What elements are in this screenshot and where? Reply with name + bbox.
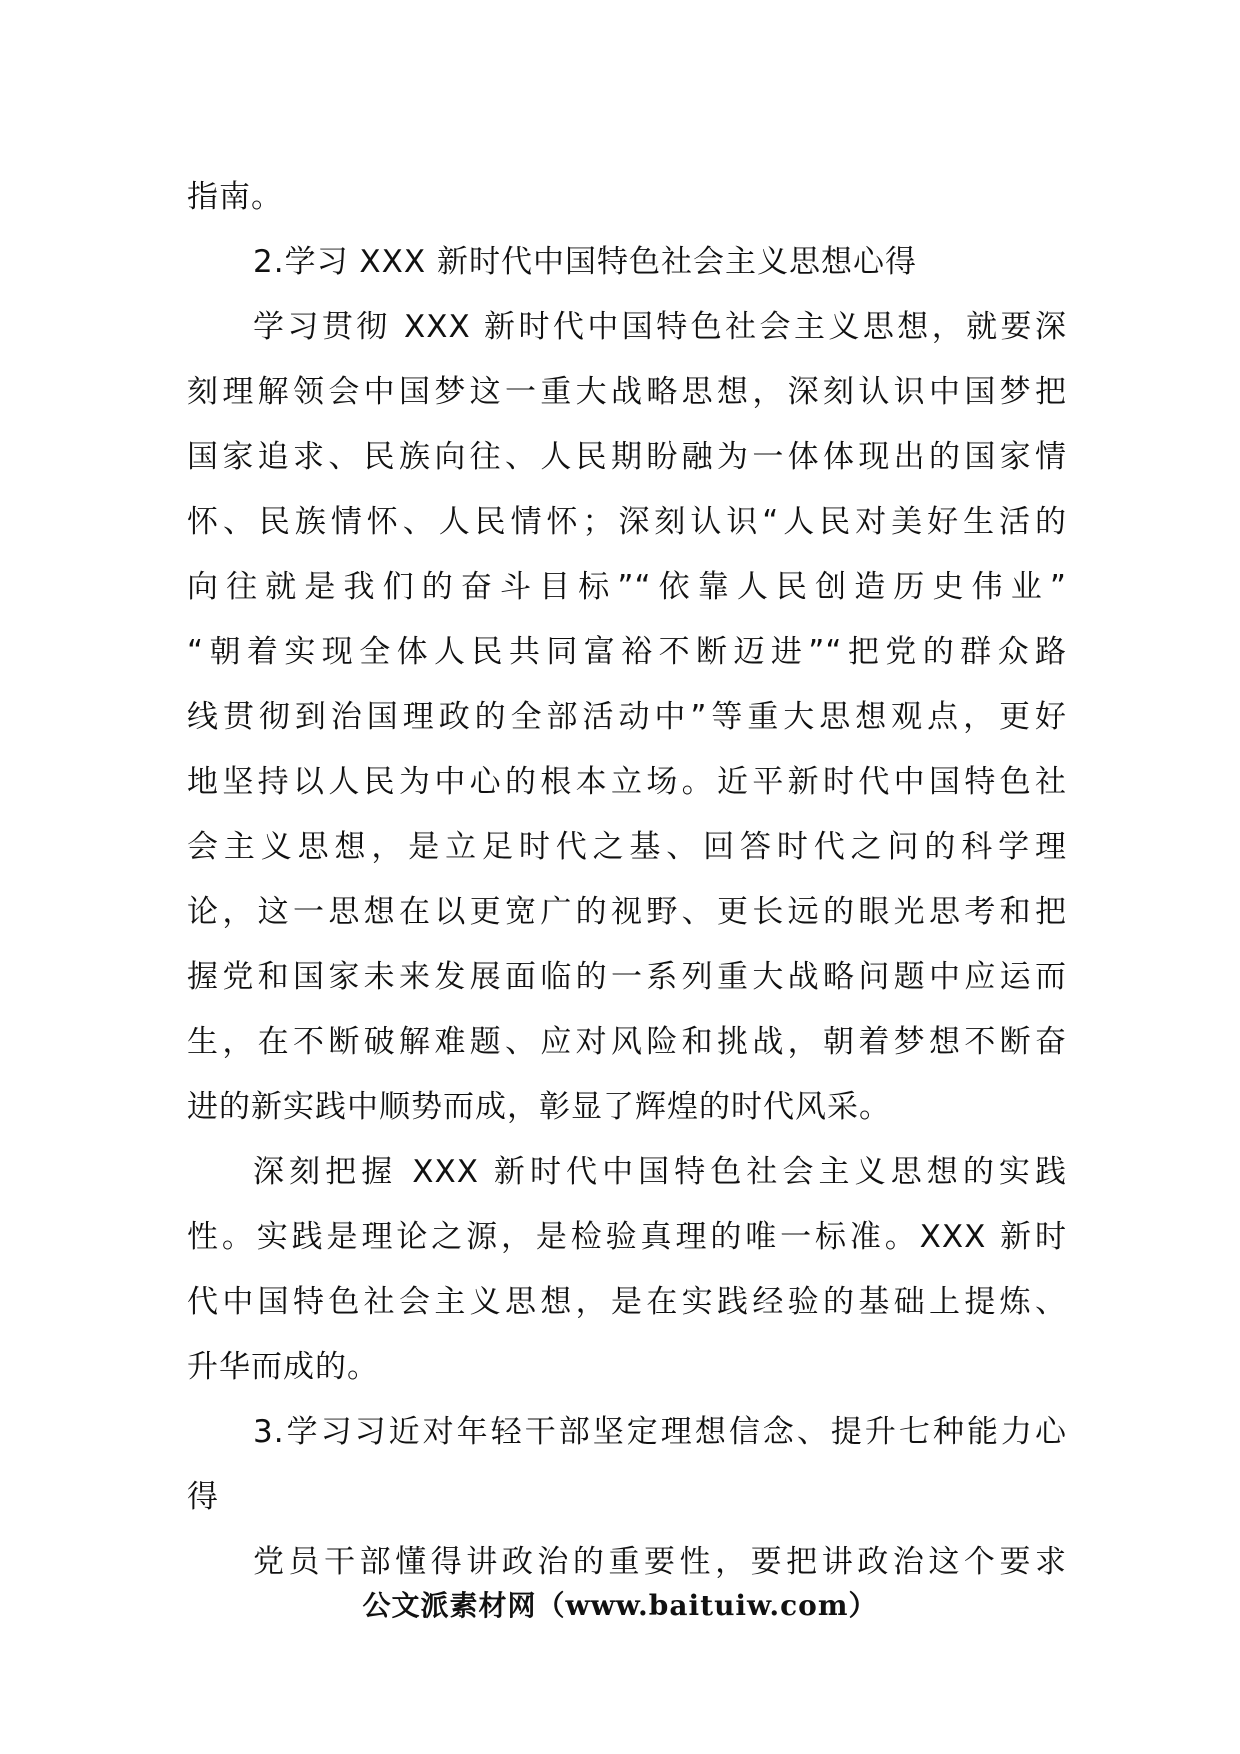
text-line-16: 深刻把握 XXX 新时代中国特色社会主义思想的实践: [253, 1154, 1067, 1190]
text-line-14: 生，在不断破解难题、应对风险和挑战，朝着梦想不断奋: [187, 1024, 1067, 1060]
text-line-11: 会主义思想，是立足时代之基、回答时代之问的科学理: [187, 829, 1067, 865]
document-body: [187, 165, 1067, 1595]
text-line-4: 刻理解领会中国梦这一重大战略思想，深刻认识中国梦把: [187, 374, 1067, 410]
text-line-15: 进的新实践中顺势而成，彰显了辉煌的时代风采。: [187, 1089, 891, 1125]
text-line-22: 党员干部懂得讲政治的重要性，要把讲政治这个要求: [253, 1544, 1067, 1580]
text-line-1: 指南。: [187, 179, 283, 215]
section-heading-3-cont: 得: [187, 1479, 219, 1515]
section-heading-3: 3.学习习近对年轻干部坚定理想信念、提升七种能力心: [253, 1414, 1067, 1450]
footer-watermark: 公文派素材网（www.baituiw.com）: [362, 1589, 878, 1622]
text-line-7: 向往就是我们的奋斗目标”“依靠人民创造历史伟业”: [187, 569, 1067, 605]
text-line-5: 国家追求、民族向往、人民期盼融为一体体现出的国家情: [187, 439, 1067, 475]
text-line-13: 握党和国家未来发展面临的一系列重大战略问题中应运而: [187, 959, 1067, 995]
text-line-8: “朝着实现全体人民共同富裕不断迈进”“把党的群众路: [187, 634, 1067, 670]
text-line-6: 怀、民族情怀、人民情怀；深刻认识“人民对美好生活的: [187, 504, 1067, 540]
section-heading-2: 2.学习 XXX 新时代中国特色社会主义思想心得: [253, 244, 917, 280]
text-line-9: 线贯彻到治国理政的全部活动中”等重大思想观点，更好: [187, 699, 1067, 735]
text-line-10: 地坚持以人民为中心的根本立场。近平新时代中国特色社: [187, 764, 1067, 800]
text-line-3: 学习贯彻 XXX 新时代中国特色社会主义思想，就要深: [253, 309, 1067, 345]
text-line-12: 论，这一思想在以更宽广的视野、更长远的眼光思考和把: [187, 894, 1067, 930]
text-line-17: 性。实践是理论之源，是检验真理的唯一标准。XXX 新时: [187, 1219, 1067, 1255]
text-line-19: 升华而成的。: [187, 1349, 379, 1385]
text-line-18: 代中国特色社会主义思想，是在实践经验的基础上提炼、: [187, 1284, 1067, 1320]
